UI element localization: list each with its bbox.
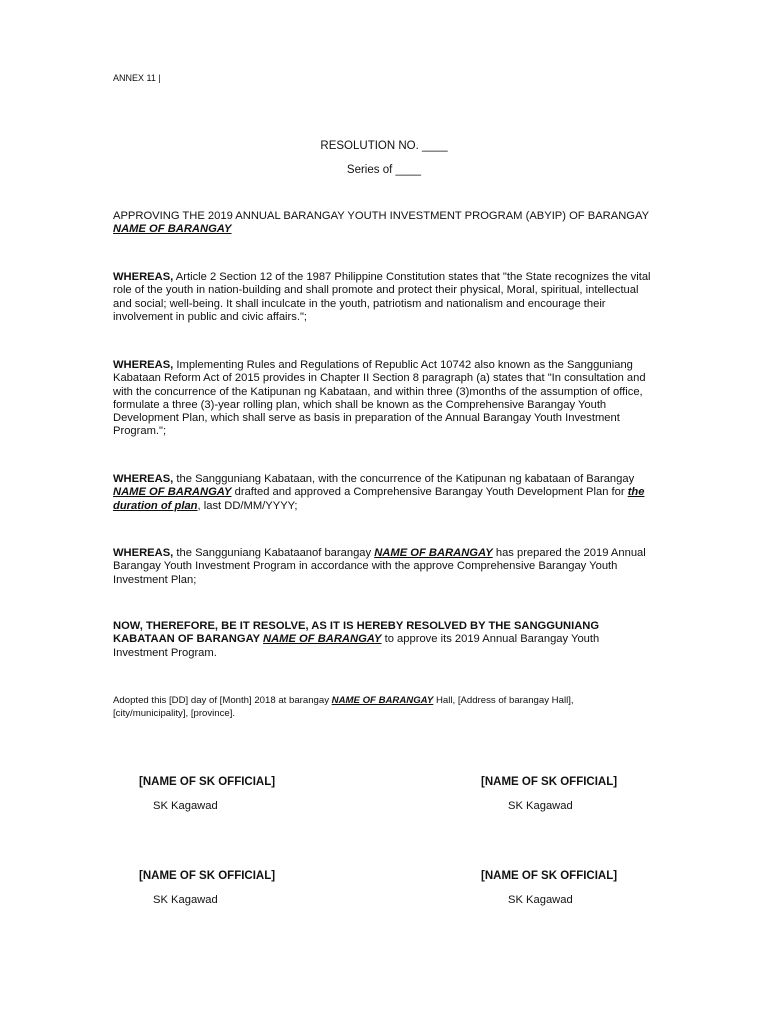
whereas-text: Article 2 Section 12 of the 1987 Philippine Constitution states that "the State recognizes the vital role of the youth in nation-building and shall promote and protect their physical, Moral, spiritual, intellectual and social; well-being. It shall inculcate in the youth, patriotism and nationalism and encourage their involvement in public and civic affairs.";	[113, 271, 651, 323]
title-text: APPROVING THE 2019 ANNUAL BARANGAY YOUTH INVESTMENT PROGRAM (ABYIP) OF BARANGAY	[113, 210, 649, 222]
duration-placeholder: the duration of plan	[113, 486, 645, 512]
signatory-role: SK Kagawad	[153, 894, 218, 906]
resolve-text: to approve its 2019 Annual Barangay Youth Investment Program.	[113, 633, 600, 659]
series-line: Series of ____	[346, 164, 422, 176]
whereas-text: the Sangguniang Kabataan, with the concurrence of the Katipunan ng kabataan of Barangay	[173, 473, 635, 485]
adopted-text: Hall, [Address of barangay Hall], [city/municipality], [province].	[113, 695, 574, 719]
whereas-keyword: WHEREAS,	[113, 271, 174, 283]
resolve-keyword: NOW, THEREFORE, BE IT RESOLVE, AS IT IS HEREBY RESOLVED BY THE SANGGUNIANG KABATAAN OF BARANGAY	[113, 620, 600, 646]
whereas-clause-3	[113, 473, 653, 513]
whereas-text: drafted and approved a Comprehensive Barangay Youth Development Plan for	[231, 486, 628, 499]
barangay-placeholder: NAME OF BARANGAY	[331, 695, 434, 706]
whereas-text: Implementing Rules and Regulations of Republic Act 10742 also known as the Sangguniang Kabataan Reform Act of 2015 provides in Chapter II Section 8 paragraph (a) states that "In consultation and with the concurrence of the Katipunan ng Kabataan, and within three (3)months of the assumption of office, formulate a three (3)-year rolling plan, which shall be known as the Comprehensive Barangay Youth Development Plan, which shall serve as basis in preparation of the Annual Barangay Youth Investment Program.";	[113, 359, 646, 438]
whereas-text: , last DD/MM/YYYY;	[197, 499, 298, 512]
whereas-keyword: WHEREAS,	[113, 473, 174, 485]
resolution-number: RESOLUTION NO. ____	[320, 140, 448, 152]
resolve-clause	[113, 620, 653, 660]
barangay-placeholder: NAME OF BARANGAY	[263, 633, 382, 646]
signatory-role: SK Kagawad	[508, 800, 573, 812]
adopted-text: Adopted this [DD] day of [Month] 2018 at barangay	[113, 695, 332, 706]
title-barangay-placeholder: NAME OF BARANGAY	[113, 223, 232, 236]
signatory-role: SK Kagawad	[508, 894, 573, 906]
whereas-text: has prepared the 2019 Annual Barangay Youth Investment Program in accordance with the approve Comprehensive Barangay Youth Investment Plan;	[113, 547, 646, 586]
whereas-keyword: WHEREAS,	[113, 359, 174, 371]
barangay-placeholder: NAME OF BARANGAY	[374, 547, 493, 559]
whereas-clause-2	[113, 359, 653, 439]
whereas-clause-4	[113, 547, 653, 587]
annex-label: ANNEX 11 |	[113, 73, 161, 83]
adoption-statement	[113, 695, 643, 720]
signatory-name: [NAME OF SK OFFICIAL]	[481, 776, 618, 788]
signatory-name: [NAME OF SK OFFICIAL]	[481, 870, 618, 882]
whereas-clause-1	[113, 271, 653, 324]
signatory-name: [NAME OF SK OFFICIAL]	[139, 870, 276, 882]
resolution-title	[113, 210, 653, 237]
whereas-keyword: WHEREAS,	[113, 547, 174, 559]
barangay-placeholder: NAME OF BARANGAY	[113, 486, 232, 499]
signatory-role: SK Kagawad	[153, 800, 218, 812]
signatory-name: [NAME OF SK OFFICIAL]	[139, 776, 276, 788]
whereas-text: the Sangguniang Kabataanof barangay	[173, 547, 375, 559]
